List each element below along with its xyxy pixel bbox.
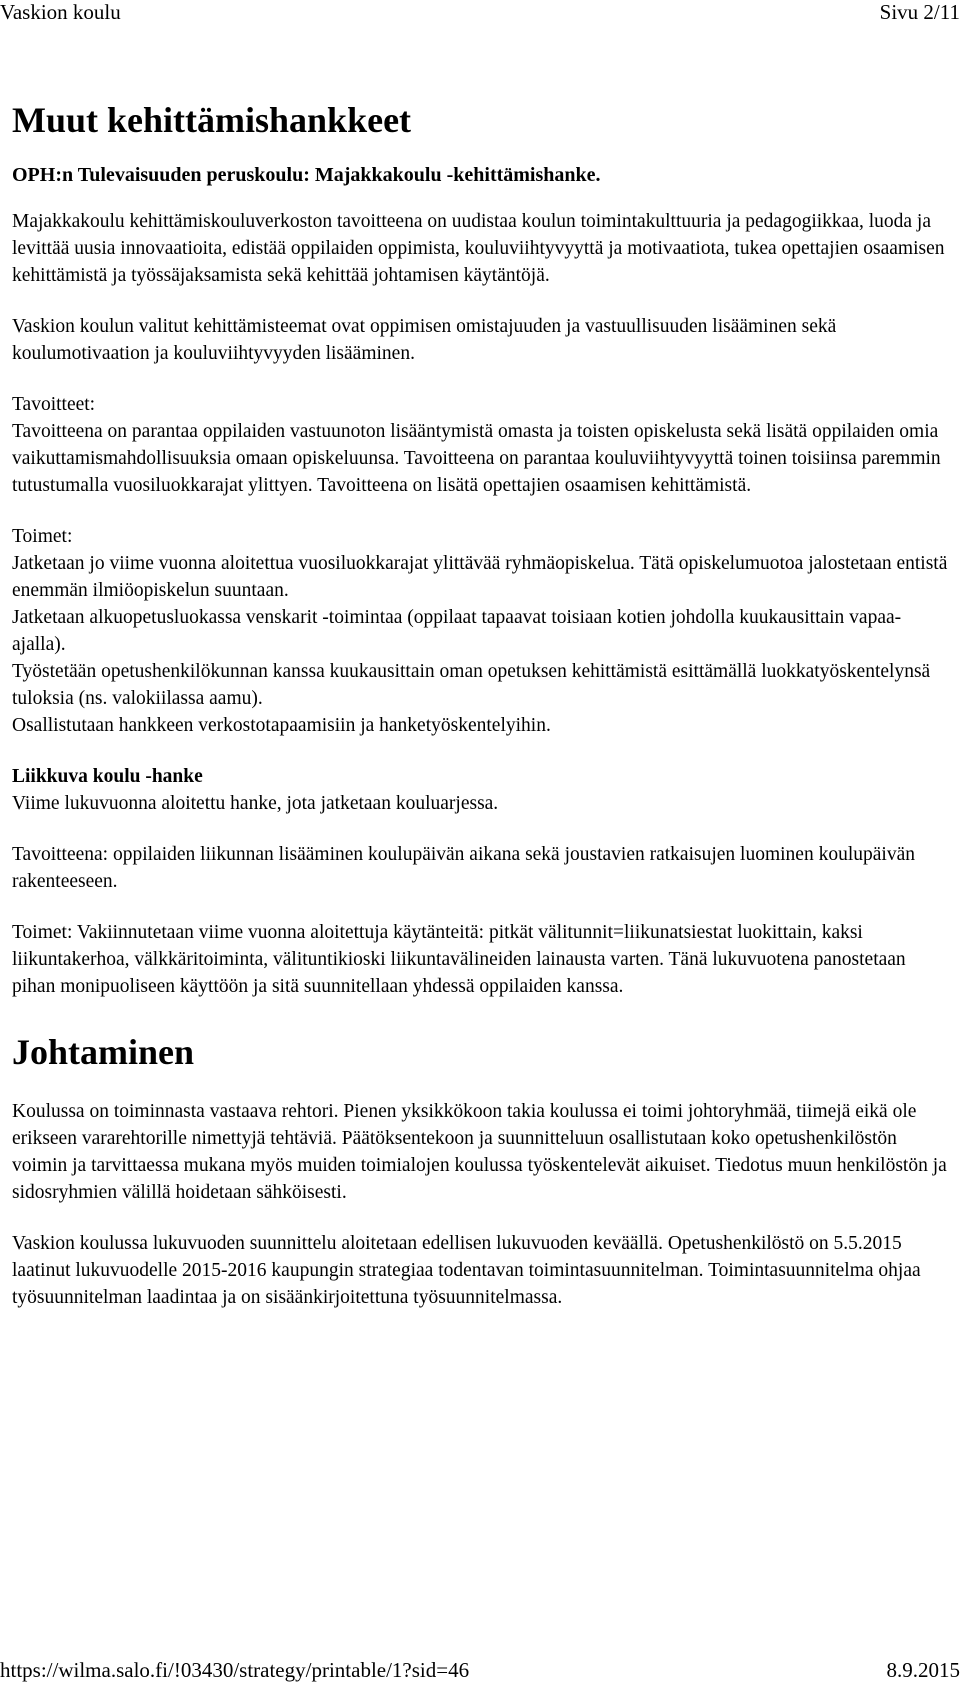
section-title-johtaminen: Johtaminen — [12, 1030, 948, 1074]
goals-block — [12, 391, 948, 499]
header-page-number: Sivu 2/11 — [880, 0, 960, 24]
paragraph-johtaminen-1: Koulussa on toiminnasta vastaava rehtori. Pienen yksikkökoon takia koulussa ei toimi johtoryhmää, tiimejä eikä ole erikseen vararehtorille nimettyjä tehtäviä. Päätöksentekoon ja suunnitteluun osallistutaan koko opetushenkilöstön voimin ja tarvittaessa mukana myös muiden toimialojen koulussa työskentelevät aikuiset. Tiedotus muun henkilöstön ja sidosryhmien välillä hoidetaan sähköisesti. — [12, 1098, 948, 1206]
document-content — [12, 98, 948, 1335]
subsection-title-majakkakoulu: OPH:n Tulevaisuuden peruskoulu: Majakkakoulu -kehittämishanke. — [12, 162, 948, 189]
liikkuva-koulu-block — [12, 763, 948, 817]
action-item: Jatketaan jo viime vuonna aloitettua vuosiluokkarajat ylittävää ryhmäopiskelua. Tätä opiskelumuotoa jalostetaan entistä enemmän ilmiöopiskelun suuntaan. — [12, 550, 948, 604]
actions-block — [12, 523, 948, 739]
footer-url: https://wilma.salo.fi/!03430/strategy/printable/1?sid=46 — [0, 1658, 469, 1682]
liikkuva-koulu-title: Liikkuva koulu -hanke — [12, 763, 948, 790]
liikkuva-koulu-actions: Toimet: Vakiinnutetaan viime vuonna aloitettuja käytänteitä: pitkät välitunnit=liikunatsiestat luokittain, kaksi liikuntakerhoa, välkkäritoiminta, välituntikioski liikuntavälineiden lainausta varten. Tänä lukuvuotena panostetaan pihan monipuoliseen käyttöön ja sitä suunnitellaan yhdessä oppilaiden kanssa. — [12, 919, 948, 1000]
paragraph-johtaminen-2: Vaskion koulussa lukuvuoden suunnittelu aloitetaan edellisen lukuvuoden keväällä. Opetushenkilöstö on 5.5.2015 laatinut lukuvuodelle 2015-2016 kaupungin strategiaa todentavan toimintasuunnitelman. Toimintasuunnitelma ohjaa työsuunnitelman laadintaa ja on sisäänkirjoitettuna työsuunnitelmassa. — [12, 1230, 948, 1311]
action-item: Osallistutaan hankkeen verkostotapaamisiin ja hanketyöskentelyihin. — [12, 712, 948, 739]
liikkuva-koulu-intro: Viime lukuvuonna aloitettu hanke, jota jatketaan kouluarjessa. — [12, 790, 948, 817]
actions-label: Toimet: — [12, 523, 948, 550]
action-item: Työstetään opetushenkilökunnan kanssa kuukausittain oman opetuksen kehittämistä esittämällä luokkatyöskentelynsä tuloksia (ns. valokiilassa aamu). — [12, 658, 948, 712]
section-title-muut-kehittamishankkeet: Muut kehittämishankkeet — [12, 98, 948, 142]
action-item: Jatketaan alkuopetusluokassa venskarit -toimintaa (oppilaat tapaavat toisiaan kotien johdolla kuukausittain vapaa-ajalla). — [12, 604, 948, 658]
liikkuva-koulu-goals: Tavoitteena: oppilaiden liikunnan lisääminen koulupäivän aikana sekä joustavien ratkaisujen luominen koulupäivän rakenteeseen. — [12, 841, 948, 895]
goals-label: Tavoitteet: — [12, 391, 948, 418]
goals-text: Tavoitteena on parantaa oppilaiden vastuunoton lisääntymistä omasta ja toisten opiskelusta sekä lisätä oppilaiden omia vaikuttamismahdollisuuksia omaan opiskeluunsa. Tavoitteena on parantaa kouluviihtyvyyttä toinen toisiinsa paremmin tutustumalla vuosiluokkarajat ylittyen. Tavoitteena on lisätä opettajien osaamisen kehittämistä. — [12, 418, 948, 499]
header-school-name: Vaskion koulu — [0, 0, 121, 24]
paragraph-development-themes: Vaskion koulun valitut kehittämisteemat ovat oppimisen omistajuuden ja vastuullisuuden lisääminen sekä koulumotivaation ja kouluviihtyvyyden lisääminen. — [12, 313, 948, 367]
footer-date: 8.9.2015 — [887, 1658, 960, 1682]
paragraph-majakkakoulu-goal: Majakkakoulu kehittämiskouluverkoston tavoitteena on uudistaa koulun toimintakulttuuria ja pedagogiikkaa, luoda ja levittää uusia innovaatioita, edistää oppilaiden oppimista, kouluviihtyvyyttä ja motivaatiota, tukea opettajien osaamisen kehittämistä ja työssäjaksamista sekä kehittää johtamisen käytäntöjä. — [12, 208, 948, 289]
